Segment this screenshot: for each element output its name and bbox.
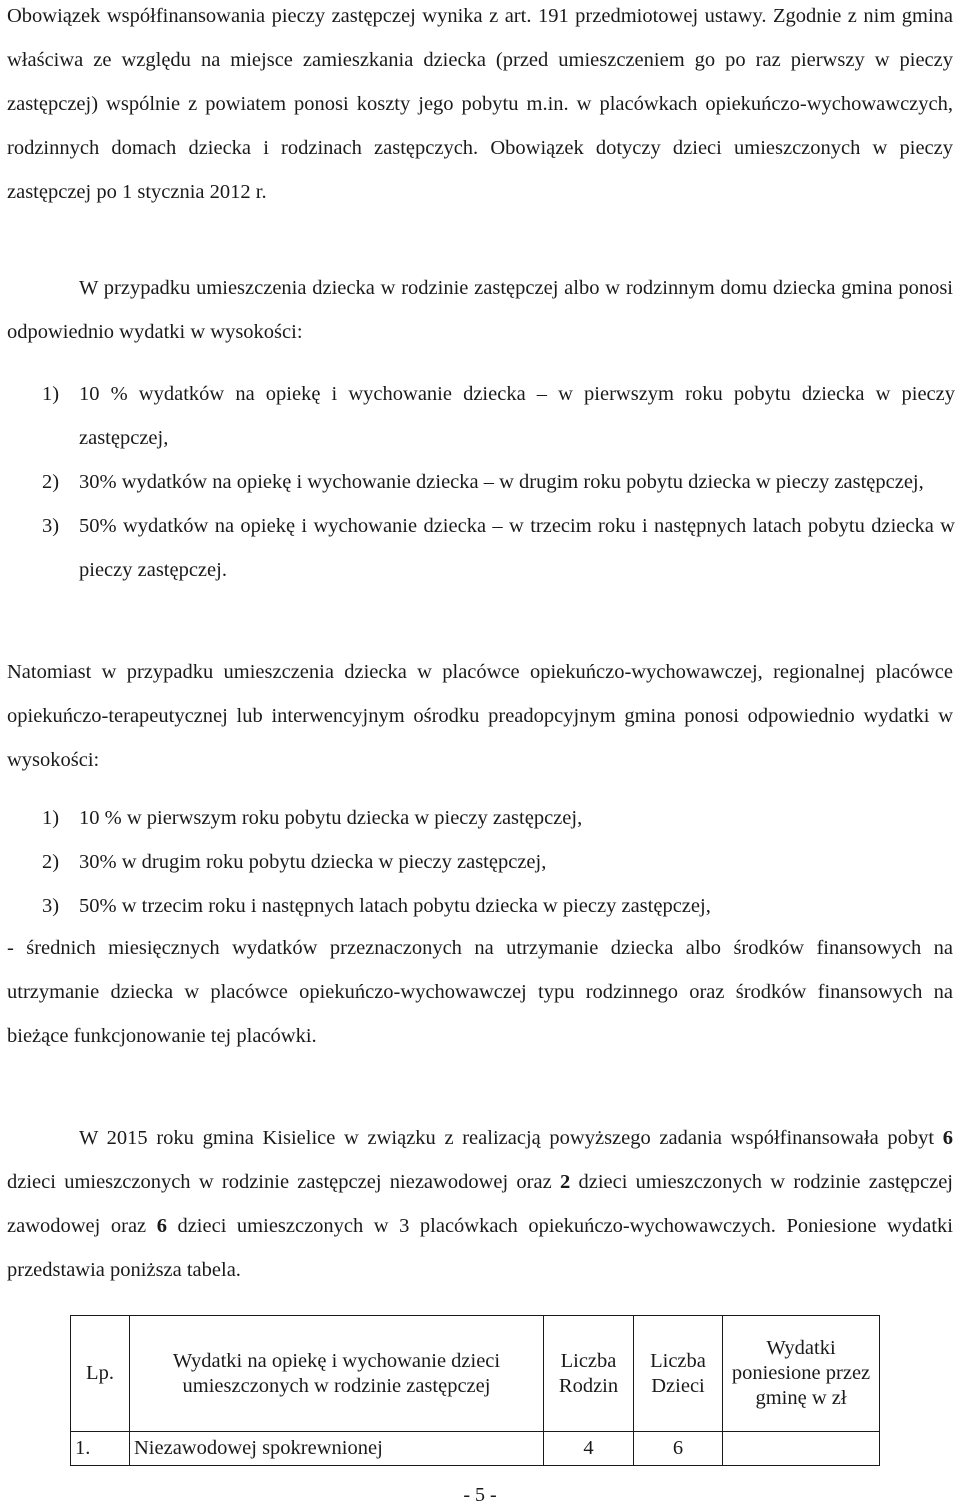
list-item-number: 1): [42, 807, 60, 829]
cell-type: Niezawodowej spokrewnionej: [130, 1432, 544, 1466]
header-lp: Lp.: [71, 1316, 130, 1432]
summary-text: dzieci umieszczonych w rodzinie zastępczej zawodowej oraz: [7, 1171, 953, 1237]
expenses-table: [70, 1315, 880, 1466]
list-item: [42, 504, 955, 592]
list-item: [42, 840, 955, 884]
header-children-count: Liczba Dzieci: [634, 1316, 723, 1432]
list-item-number: 3): [42, 515, 60, 537]
cell-children: 6: [634, 1432, 723, 1466]
summary-count-professional: 2: [559, 1171, 571, 1193]
list-item: [42, 460, 955, 504]
header-families-count: Liczba Rodzin: [544, 1316, 634, 1432]
list-item: [42, 372, 955, 460]
list-item-text: 50% wydatków na opiekę i wychowanie dziecka – w trzecim roku i następnych latach pobytu dziecka w pieczy zastępczej.: [79, 515, 955, 581]
summary-count-institutions: 6: [156, 1215, 167, 1237]
summary-count-nonprofessional: 6: [942, 1127, 953, 1149]
list-item-text: 10 % wydatków na opiekę i wychowanie dziecka – w pierwszym roku pobytu dziecka w pieczy zastępczej,: [79, 383, 955, 449]
summary-text: W 2015 roku gmina Kisielice w związku z realizacją powyższego zadania współfinansowała pobyt: [79, 1127, 943, 1149]
cell-families: 4: [544, 1432, 634, 1466]
summary-text: dzieci umieszczonych w 3 placówkach opiekuńczo-wychowawczych. Poniesione wydatki przedstawia poniższa tabela.: [7, 1215, 953, 1281]
summary-text: dzieci umieszczonych w rodzinie zastępczej niezawodowej oraz: [7, 1171, 560, 1193]
list-item-number: 3): [42, 895, 60, 917]
list-item-text: 50% w trzecim roku i następnych latach pobytu dziecka w pieczy zastępczej,: [79, 895, 711, 917]
cell-lp: 1.: [71, 1432, 130, 1466]
list-item: [42, 884, 955, 928]
institution-percent-list: [42, 796, 955, 928]
cell-amount: [723, 1432, 880, 1466]
header-expenses-amount: Wydatki poniesione przez gminę w zł: [723, 1316, 880, 1432]
foster-family-percent-list: [42, 372, 955, 592]
list-item-number: 2): [42, 851, 60, 873]
paragraph-legal-basis: Obowiązek współfinansowania pieczy zastępczej wynika z art. 191 przedmiotowej ustawy. Zgodnie z nim gmina właściwa ze względu na miejsce zamieszkania dziecka (przed umieszczeniem go po raz pierwszy w pieczy zastępczej) wspólnie z powiatem ponosi koszty jego pobytu m.in. w placówkach opiekuńczo-wychowawczych, rodzinnych domach dziecka i rodzinach zastępczych. Obowiązek dotyczy dzieci umieszczonych w pieczy zastępczej po 1 stycznia 2012 r.: [7, 5, 953, 203]
paragraph-2015-summary: [7, 1116, 953, 1292]
list-item-number: 2): [42, 471, 60, 493]
table-row: [71, 1432, 880, 1466]
page-number: - 5 -: [463, 1484, 497, 1506]
table-header-row: [71, 1316, 880, 1432]
header-expenses-type: Wydatki na opiekę i wychowanie dzieci umieszczonych w rodzinie zastępczej: [130, 1316, 544, 1432]
paragraph-institution-costs: Natomiast w przypadku umieszczenia dziecka w placówce opiekuńczo-wychowawczej, regionalnej placówce opiekuńczo-terapeutycznej lub interwencyjnym ośrodku preadopcyjnym gmina ponosi odpowiednio wydatki w wysokości:: [7, 661, 953, 771]
paragraph-foster-family-costs: W przypadku umieszczenia dziecka w rodzinie zastępczej albo w rodzinnym domu dziecka gmina ponosi odpowiednio wydatki w wysokości:: [7, 277, 953, 343]
list-item: [42, 796, 955, 840]
list-item-number: 1): [42, 383, 60, 405]
list-item-text: 10 % w pierwszym roku pobytu dziecka w pieczy zastępczej,: [79, 807, 583, 829]
paragraph-average-expenses: - średnich miesięcznych wydatków przeznaczonych na utrzymanie dziecka albo środków finansowych na utrzymanie dziecka w placówce opiekuńczo-wychowawczej typu rodzinnego oraz środków finansowych na bieżące funkcjonowanie tej placówki.: [7, 937, 953, 1047]
list-item-text: 30% w drugim roku pobytu dziecka w pieczy zastępczej,: [79, 851, 547, 873]
list-item-text: 30% wydatków na opiekę i wychowanie dziecka – w drugim roku pobytu dziecka w pieczy zastępczej,: [79, 471, 924, 493]
